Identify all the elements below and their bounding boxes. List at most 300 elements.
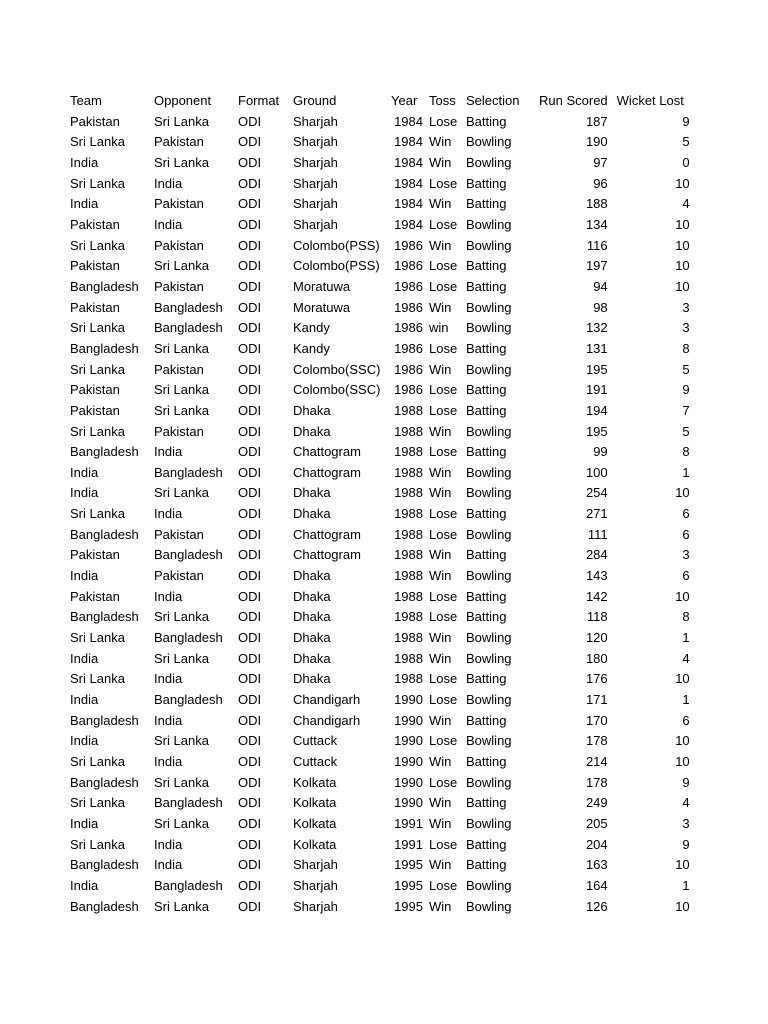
table-row	[70, 545, 690, 566]
cell-format: ODI	[238, 175, 262, 191]
cell-toss: Win	[429, 898, 452, 914]
cell-ground: Chattogram	[293, 526, 361, 542]
cell-wicket-lost: 3	[682, 815, 690, 831]
table-row	[70, 855, 690, 876]
cell-selection: Bowling	[466, 299, 512, 315]
cell-wicket-lost: 0	[682, 154, 690, 170]
cell-selection: Batting	[466, 588, 507, 604]
cell-format: ODI	[238, 568, 262, 584]
cell-team: Sri Lanka	[70, 423, 125, 439]
cell-year: 1988	[394, 464, 423, 480]
cell-ground: Dhaka	[293, 650, 331, 666]
cell-toss: Win	[429, 815, 452, 831]
cell-opponent: Sri Lanka	[154, 609, 209, 625]
cell-opponent: Sri Lanka	[154, 815, 209, 831]
cell-format: ODI	[238, 402, 262, 418]
cell-year: 1986	[394, 258, 423, 274]
cell-team: Sri Lanka	[70, 836, 125, 852]
cell-format: ODI	[238, 485, 262, 501]
cell-year: 1988	[394, 588, 423, 604]
table-row	[70, 628, 690, 649]
cell-ground: Sharjah	[293, 857, 338, 873]
cell-wicket-lost: 3	[682, 547, 690, 563]
cell-toss: win	[429, 320, 449, 336]
cell-format: ODI	[238, 382, 262, 398]
table-row	[70, 669, 690, 690]
cell-opponent: Bangladesh	[154, 299, 223, 315]
cell-format: ODI	[238, 815, 262, 831]
cell-opponent: India	[154, 506, 183, 522]
cell-year: 1988	[394, 547, 423, 563]
cell-team: India	[70, 650, 99, 666]
cell-opponent: Bangladesh	[154, 547, 223, 563]
cell-wicket-lost: 10	[675, 588, 690, 604]
cell-run-scored: 96	[593, 175, 608, 191]
cell-toss: Win	[429, 650, 452, 666]
cell-format: ODI	[238, 630, 262, 646]
cell-year: 1986	[394, 340, 423, 356]
cell-ground: Sharjah	[293, 154, 338, 170]
cell-toss: Win	[429, 464, 452, 480]
cell-team: Pakistan	[70, 588, 120, 604]
cell-toss: Lose	[429, 278, 458, 294]
cell-format: ODI	[238, 712, 262, 728]
cell-opponent: Sri Lanka	[154, 382, 209, 398]
cell-run-scored: 116	[586, 237, 608, 253]
cell-team: Bangladesh	[70, 340, 139, 356]
cell-wicket-lost: 6	[682, 526, 690, 542]
cell-team: Pakistan	[70, 382, 120, 398]
cell-opponent: Sri Lanka	[154, 113, 209, 129]
cell-team: Sri Lanka	[70, 237, 125, 253]
table-row	[70, 587, 690, 608]
cell-format: ODI	[238, 320, 262, 336]
cell-ground: Cuttack	[293, 754, 338, 769]
cell-team: India	[70, 733, 99, 749]
cell-team: Sri Lanka	[70, 320, 125, 336]
cell-team: Pakistan	[70, 113, 120, 129]
cell-toss: Lose	[429, 113, 458, 129]
cell-ground: Kolkata	[293, 795, 337, 811]
table-row	[70, 401, 690, 422]
table-row	[70, 649, 690, 670]
cell-selection: Bowling	[466, 815, 512, 831]
cell-wicket-lost: 1	[682, 630, 690, 646]
cell-wicket-lost: 10	[675, 258, 690, 274]
cell-selection: Bowling	[466, 898, 512, 914]
cell-wicket-lost: 9	[682, 113, 690, 129]
cell-opponent: Pakistan	[154, 423, 204, 439]
cell-year: 1988	[394, 630, 423, 646]
cell-year: 1986	[394, 361, 423, 377]
cell-ground: Sharjah	[293, 113, 338, 129]
table-row	[70, 711, 690, 732]
cell-opponent: Bangladesh	[154, 630, 223, 646]
table-row	[70, 442, 690, 463]
cell-team: Pakistan	[70, 547, 120, 563]
table-row	[70, 690, 690, 711]
cell-selection: Batting	[466, 113, 507, 129]
cell-wicket-lost: 5	[682, 134, 690, 150]
cell-ground: Dhaka	[293, 630, 331, 646]
cell-year: 1988	[394, 444, 423, 460]
cell-toss: Lose	[429, 671, 458, 687]
cell-year: 1988	[394, 568, 423, 584]
cell-team: Bangladesh	[70, 712, 139, 728]
cell-opponent: Bangladesh	[154, 795, 223, 811]
cell-toss: Win	[429, 485, 452, 501]
cell-selection: Bowling	[466, 134, 512, 150]
cell-toss: Lose	[429, 733, 458, 749]
cell-format: ODI	[238, 857, 262, 873]
cell-year: 1984	[394, 175, 423, 191]
table-row	[70, 525, 690, 546]
cell-selection: Bowling	[466, 733, 512, 749]
cell-run-scored: 98	[593, 299, 608, 315]
cell-ground: Chandigarh	[293, 712, 361, 728]
cell-toss: Win	[429, 795, 452, 811]
cell-toss: Win	[429, 196, 452, 212]
cell-wicket-lost: 10	[675, 216, 690, 232]
cell-run-scored: 132	[585, 320, 608, 336]
table-row	[70, 256, 690, 277]
cell-year: 1995	[394, 877, 423, 893]
header-row	[70, 91, 690, 112]
cell-format: ODI	[238, 361, 262, 377]
cell-opponent: India	[154, 588, 183, 604]
cell-wicket-lost: 9	[682, 382, 690, 398]
cell-ground: Kolkata	[293, 774, 337, 790]
cell-toss: Lose	[429, 526, 458, 542]
cell-toss: Win	[429, 361, 452, 377]
cell-team: India	[70, 815, 99, 831]
cell-selection: Batting	[466, 340, 507, 356]
cell-ground: Kolkata	[293, 815, 337, 831]
table-row	[70, 566, 690, 587]
cell-selection: Batting	[466, 712, 507, 728]
cell-year: 1986	[394, 237, 423, 253]
cell-wicket-lost: 1	[682, 692, 690, 708]
cell-opponent: Sri Lanka	[154, 774, 209, 790]
cell-wicket-lost: 6	[682, 506, 690, 522]
cell-selection: Bowling	[466, 692, 512, 708]
cell-toss: Win	[429, 568, 452, 584]
cell-selection: Bowling	[466, 485, 512, 501]
cell-selection: Batting	[466, 506, 507, 522]
cell-team: Bangladesh	[70, 898, 139, 914]
cell-year: 1984	[394, 196, 423, 212]
cell-wicket-lost: 10	[675, 671, 690, 687]
cell-selection: Batting	[466, 857, 507, 873]
cell-wicket-lost: 10	[675, 754, 690, 769]
cell-team: Bangladesh	[70, 278, 139, 294]
table-row	[70, 360, 690, 381]
cell-toss: Win	[429, 134, 452, 150]
cell-ground: Moratuwa	[293, 278, 351, 294]
cell-ground: Kandy	[293, 340, 330, 356]
table-row	[70, 876, 690, 897]
cell-selection: Bowling	[466, 423, 512, 439]
cell-year: 1984	[394, 134, 423, 150]
cell-toss: Win	[429, 547, 452, 563]
cell-toss: Win	[429, 299, 452, 315]
cell-selection: Batting	[466, 175, 507, 191]
cell-run-scored: 190	[585, 134, 608, 150]
cell-selection: Batting	[466, 754, 507, 769]
cell-run-scored: 194	[585, 402, 608, 418]
cell-opponent: Pakistan	[154, 237, 204, 253]
cell-year: 1986	[394, 320, 423, 336]
header-team: Team	[70, 93, 102, 108]
cell-team: India	[70, 692, 99, 708]
table-row	[70, 298, 690, 319]
cell-team: Bangladesh	[70, 774, 139, 790]
cell-selection: Batting	[466, 836, 507, 852]
table-row	[70, 483, 690, 504]
cell-ground: Dhaka	[293, 506, 331, 522]
cell-format: ODI	[238, 506, 262, 522]
table-row	[70, 463, 690, 484]
cell-ground: Chattogram	[293, 464, 361, 480]
cell-opponent: India	[154, 175, 183, 191]
cell-year: 1988	[394, 650, 423, 666]
cell-format: ODI	[238, 299, 262, 315]
table-row	[70, 422, 690, 443]
cell-selection: Batting	[466, 795, 507, 811]
cell-wicket-lost: 10	[675, 278, 690, 294]
cell-run-scored: 178	[585, 774, 608, 790]
cell-run-scored: 134	[585, 216, 608, 232]
cell-wicket-lost: 10	[675, 857, 690, 873]
cell-wicket-lost: 5	[682, 361, 690, 377]
cell-toss: Lose	[429, 175, 458, 191]
cell-ground: Kolkata	[293, 836, 337, 852]
cell-team: India	[70, 196, 99, 212]
cell-ground: Colombo(PSS)	[293, 258, 380, 274]
cell-run-scored: 178	[585, 733, 608, 749]
cell-wicket-lost: 3	[682, 299, 690, 315]
cell-wicket-lost: 4	[682, 795, 690, 811]
cell-opponent: India	[154, 712, 183, 728]
cell-toss: Win	[429, 712, 452, 728]
cell-format: ODI	[238, 526, 262, 542]
cell-year: 1995	[394, 857, 423, 873]
cell-opponent: Sri Lanka	[154, 733, 209, 749]
cell-year: 1986	[394, 382, 423, 398]
cell-format: ODI	[238, 609, 262, 625]
cell-run-scored: 204	[585, 836, 608, 852]
cell-toss: Lose	[429, 258, 458, 274]
cell-selection: Batting	[466, 402, 507, 418]
cell-team: Sri Lanka	[70, 630, 125, 646]
cell-team: Sri Lanka	[70, 671, 125, 687]
cell-team: Sri Lanka	[70, 795, 125, 811]
table-row	[70, 153, 690, 174]
cell-format: ODI	[238, 237, 262, 253]
table-row	[70, 215, 690, 236]
cell-wicket-lost: 10	[675, 898, 690, 914]
table-row	[70, 132, 690, 153]
cell-toss: Win	[429, 154, 452, 170]
cell-selection: Batting	[466, 547, 507, 563]
cell-selection: Batting	[466, 444, 507, 460]
cell-selection: Bowling	[466, 568, 512, 584]
cell-year: 1991	[394, 836, 423, 852]
cell-toss: Lose	[429, 340, 458, 356]
cell-ground: Colombo(SSC)	[293, 382, 381, 398]
cell-year: 1988	[394, 671, 423, 687]
cell-wicket-lost: 5	[682, 423, 690, 439]
cell-run-scored: 171	[585, 692, 608, 708]
cell-opponent: Sri Lanka	[154, 485, 209, 501]
cell-wicket-lost: 6	[682, 568, 690, 584]
cell-ground: Sharjah	[293, 134, 338, 150]
cell-run-scored: 142	[585, 588, 608, 604]
cell-selection: Batting	[466, 258, 507, 274]
cell-run-scored: 195	[585, 361, 608, 377]
cell-run-scored: 249	[585, 795, 608, 811]
cell-format: ODI	[238, 216, 262, 232]
table-row	[70, 194, 690, 215]
cell-run-scored: 195	[585, 423, 608, 439]
cell-selection: Bowling	[466, 154, 512, 170]
cell-wicket-lost: 6	[682, 712, 690, 728]
cell-ground: Sharjah	[293, 196, 338, 212]
table-row	[70, 277, 690, 298]
cell-run-scored: 214	[585, 754, 608, 769]
cell-year: 1990	[394, 754, 423, 769]
table-row	[70, 897, 690, 918]
cell-year: 1988	[394, 485, 423, 501]
cell-selection: Batting	[466, 671, 507, 687]
cell-wicket-lost: 8	[682, 340, 690, 356]
cell-opponent: Sri Lanka	[154, 402, 209, 418]
cell-opponent: Sri Lanka	[154, 154, 209, 170]
cell-run-scored: 170	[585, 712, 608, 728]
cell-toss: Lose	[429, 836, 458, 852]
cell-opponent: India	[154, 216, 183, 232]
cell-team: Sri Lanka	[70, 134, 125, 150]
cell-selection: Batting	[466, 278, 507, 294]
cell-toss: Win	[429, 423, 452, 439]
cell-format: ODI	[238, 898, 262, 914]
cell-run-scored: 111	[587, 526, 608, 542]
cell-selection: Bowling	[466, 320, 512, 336]
cell-ground: Chattogram	[293, 444, 361, 460]
cell-run-scored: 163	[585, 857, 608, 873]
cell-wicket-lost: 4	[682, 196, 690, 212]
cell-format: ODI	[238, 134, 262, 150]
cell-year: 1988	[394, 402, 423, 418]
cell-opponent: Bangladesh	[154, 464, 223, 480]
cell-toss: Win	[429, 857, 452, 873]
cell-ground: Colombo(SSC)	[293, 361, 381, 377]
cell-wicket-lost: 10	[675, 485, 690, 501]
cell-format: ODI	[238, 113, 262, 129]
cell-team: Sri Lanka	[70, 754, 125, 769]
cell-wicket-lost: 7	[682, 402, 690, 418]
cell-wicket-lost: 8	[682, 444, 690, 460]
cell-selection: Batting	[466, 609, 507, 625]
cell-toss: Lose	[429, 774, 458, 790]
cell-ground: Dhaka	[293, 485, 331, 501]
cell-toss: Win	[429, 237, 452, 253]
cell-ground: Dhaka	[293, 423, 331, 439]
cell-run-scored: 284	[585, 547, 608, 563]
cell-team: Bangladesh	[70, 444, 139, 460]
cell-format: ODI	[238, 444, 262, 460]
cell-format: ODI	[238, 423, 262, 439]
cell-selection: Bowling	[466, 464, 512, 480]
cell-wicket-lost: 8	[682, 609, 690, 625]
cell-year: 1991	[394, 815, 423, 831]
table-row	[70, 318, 690, 339]
cell-ground: Colombo(PSS)	[293, 237, 380, 253]
table-row	[70, 773, 690, 794]
cell-selection: Bowling	[466, 526, 512, 542]
header-toss: Toss	[429, 93, 456, 108]
cell-opponent: Pakistan	[154, 361, 204, 377]
cell-run-scored: 191	[585, 382, 608, 398]
cell-team: Bangladesh	[70, 526, 139, 542]
cell-run-scored: 254	[585, 485, 608, 501]
cell-year: 1990	[394, 774, 423, 790]
table-row	[70, 814, 690, 835]
cell-year: 1988	[394, 506, 423, 522]
cell-team: Pakistan	[70, 402, 120, 418]
cell-opponent: India	[154, 671, 183, 687]
cell-run-scored: 131	[585, 340, 608, 356]
cell-format: ODI	[238, 154, 262, 170]
cell-wicket-lost: 3	[682, 320, 690, 336]
cell-ground: Dhaka	[293, 609, 331, 625]
cell-run-scored: 143	[585, 568, 608, 584]
cell-year: 1984	[394, 216, 423, 232]
cell-run-scored: 120	[585, 630, 608, 646]
cell-selection: Batting	[466, 382, 507, 398]
table-row	[70, 835, 690, 856]
cell-run-scored: 188	[585, 196, 608, 212]
table-row	[70, 607, 690, 628]
cell-toss: Lose	[429, 216, 458, 232]
cell-year: 1988	[394, 609, 423, 625]
spreadsheet-area	[70, 91, 690, 917]
cell-opponent: Bangladesh	[154, 692, 223, 708]
cell-format: ODI	[238, 671, 262, 687]
cell-team: India	[70, 464, 99, 480]
cell-ground: Kandy	[293, 320, 330, 336]
cell-team: India	[70, 485, 99, 501]
cell-team: Pakistan	[70, 258, 120, 274]
cell-run-scored: 176	[585, 671, 608, 687]
cell-team: Sri Lanka	[70, 175, 125, 191]
cell-run-scored: 99	[593, 444, 608, 460]
cell-run-scored: 118	[586, 609, 608, 625]
cell-team: Bangladesh	[70, 609, 139, 625]
cell-run-scored: 187	[585, 113, 608, 129]
cell-ground: Sharjah	[293, 877, 338, 893]
cell-ground: Dhaka	[293, 402, 331, 418]
cell-opponent: Pakistan	[154, 196, 204, 212]
cell-selection: Bowling	[466, 774, 512, 790]
cell-wicket-lost: 10	[675, 237, 690, 253]
cell-wicket-lost: 10	[675, 175, 690, 191]
cell-run-scored: 180	[585, 650, 608, 666]
table-row	[70, 112, 690, 133]
cell-run-scored: 197	[585, 258, 608, 274]
cell-year: 1990	[394, 795, 423, 811]
cell-ground: Dhaka	[293, 568, 331, 584]
